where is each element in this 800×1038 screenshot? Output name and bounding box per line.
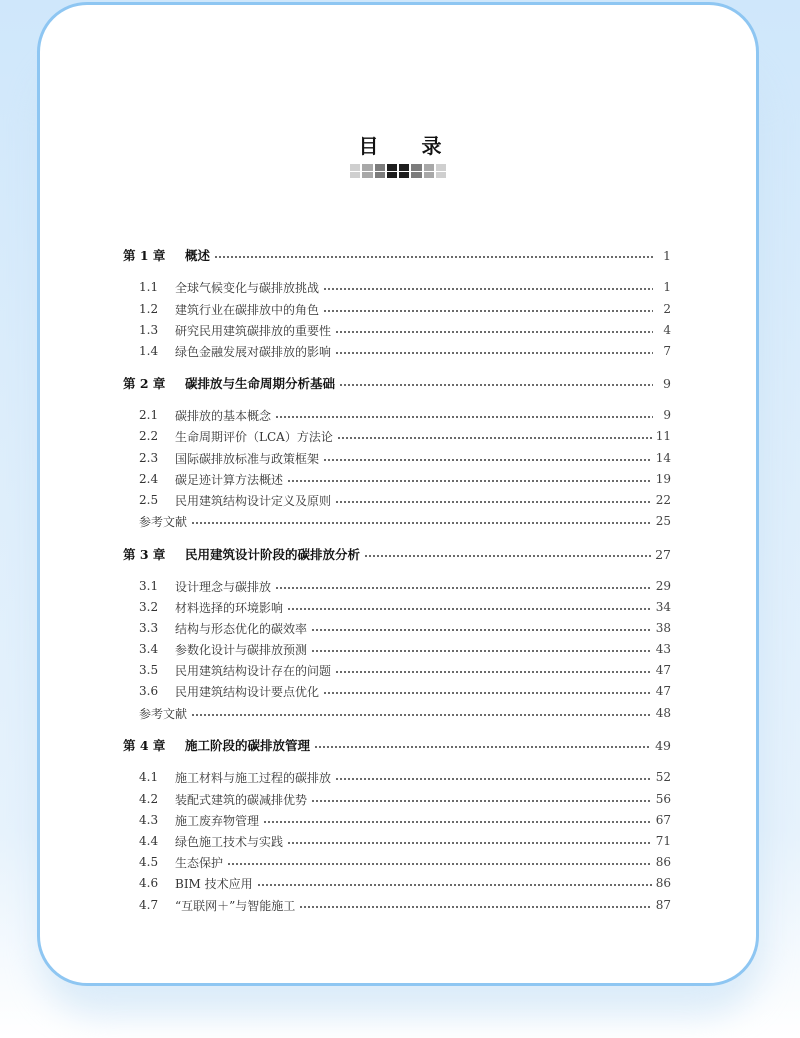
toc-section-entry[interactable] — [123, 469, 671, 489]
toc-entry-title: 全球气候变化与碳排放挑战 — [175, 280, 320, 295]
toc-entry-title: 施工材料与施工过程的碳排放 — [175, 770, 332, 785]
toc-ref-entry[interactable] — [123, 703, 671, 723]
toc-section-entry[interactable] — [123, 831, 671, 851]
decoration-block — [375, 164, 385, 178]
decoration-block — [362, 164, 372, 178]
toc-section-entry[interactable] — [123, 448, 671, 468]
toc-entry-title: 民用建筑设计阶段的碳排放分析 — [185, 547, 361, 562]
toc-entry-page-number: 14 — [655, 451, 671, 465]
dot-leader — [191, 714, 652, 716]
toc-section-entry[interactable] — [123, 426, 671, 446]
toc-chapter-entry[interactable] — [123, 735, 671, 755]
toc-section-entry[interactable] — [123, 320, 671, 340]
dot-leader — [339, 384, 653, 386]
toc-entry-title: 装配式建筑的碳减排优势 — [175, 792, 308, 807]
toc-entry-number: 2.3 — [139, 451, 159, 465]
toc-section-entry[interactable] — [123, 895, 671, 915]
toc-entry-number: 2.1 — [139, 408, 159, 422]
toc-section-entry[interactable] — [123, 597, 671, 617]
dot-leader — [364, 555, 651, 557]
toc-entry-number: 1.2 — [139, 302, 159, 316]
page-title — [0, 130, 800, 159]
toc-entry-page-number: 71 — [655, 834, 671, 848]
toc-entry-page-number: 22 — [655, 493, 671, 507]
toc-chapter-entry[interactable] — [123, 245, 671, 265]
dot-leader — [311, 800, 652, 802]
toc-entry-title: 结构与形态优化的碳效率 — [175, 621, 308, 636]
toc-entry-number: 3.5 — [139, 663, 159, 677]
toc-section-entry[interactable] — [123, 639, 671, 659]
toc-entry-title: 参考文献 — [139, 706, 188, 721]
toc-entry-title: 参考文献 — [139, 514, 188, 529]
toc-entry-title: 生态保护 — [175, 855, 224, 870]
decoration-block — [424, 164, 434, 178]
dot-leader — [335, 501, 652, 503]
dot-leader — [263, 821, 652, 823]
toc-entry-page-number: 19 — [655, 472, 671, 486]
toc-entry-title: 概述 — [185, 248, 211, 263]
decoration-block — [399, 164, 409, 178]
toc-section-entry[interactable] — [123, 767, 671, 787]
toc-entry-title: “互联网＋”与智能施工 — [175, 898, 296, 913]
toc-entry-title: 施工废弃物管理 — [175, 813, 260, 828]
toc-entry-number: 4.2 — [139, 792, 159, 806]
toc-entry-page-number: 56 — [655, 792, 671, 806]
decoration-block — [350, 164, 360, 178]
toc-entry-title: 设计理念与碳排放 — [175, 579, 272, 594]
toc-chapter-entry[interactable] — [123, 373, 671, 393]
toc-entry-page-number: 9 — [663, 375, 671, 391]
toc-entry-page-number: 86 — [655, 876, 671, 890]
toc-chapter-entry[interactable] — [123, 544, 671, 564]
toc-section-entry[interactable] — [123, 789, 671, 809]
toc-section-entry[interactable] — [123, 405, 671, 425]
toc-entry-page-number: 47 — [655, 663, 671, 677]
dot-leader — [275, 416, 653, 418]
toc-entry-number: 第 3 章 — [123, 547, 166, 562]
toc-entry-page-number: 49 — [655, 737, 671, 753]
toc-entry-number: 4.1 — [139, 770, 159, 784]
toc-section-entry[interactable] — [123, 490, 671, 510]
toc-entry-page-number: 47 — [655, 684, 671, 698]
toc-section-entry[interactable] — [123, 852, 671, 872]
toc-entry-number: 1.1 — [139, 280, 159, 294]
toc-entry-page-number: 67 — [655, 813, 671, 827]
toc-entry-page-number: 48 — [655, 706, 671, 720]
toc-entry-number: 4.6 — [139, 876, 159, 890]
dot-leader — [314, 746, 651, 748]
toc-entry-title: 绿色金融发展对碳排放的影响 — [175, 344, 332, 359]
dot-leader — [299, 906, 651, 908]
toc-entry-page-number: 52 — [655, 770, 671, 784]
dot-leader — [323, 692, 652, 694]
toc-section-entry[interactable] — [123, 277, 671, 297]
toc-entry-page-number: 29 — [655, 579, 671, 593]
toc-entry-page-number: 86 — [655, 855, 671, 869]
toc-entry-number: 4.7 — [139, 898, 159, 912]
toc-entry-number: 1.3 — [139, 323, 159, 337]
decoration-block — [411, 164, 421, 178]
dot-leader — [287, 608, 652, 610]
dot-leader — [311, 650, 652, 652]
toc-entry-title: 民用建筑结构设计定义及原则 — [175, 493, 332, 508]
toc-entry-title: 民用建筑结构设计存在的问题 — [175, 663, 332, 678]
toc-entry-number: 第 4 章 — [123, 738, 166, 753]
toc-entry-page-number: 11 — [655, 429, 671, 443]
toc-section-entry[interactable] — [123, 660, 671, 680]
title-decoration-bar — [350, 164, 446, 178]
toc-entry-title: BIM 技术应用 — [175, 876, 253, 891]
toc-entry-number: 4.4 — [139, 834, 159, 848]
toc-entry-page-number: 2 — [663, 302, 671, 316]
toc-entry-page-number: 27 — [655, 546, 671, 562]
toc-entry-page-number: 1 — [663, 247, 671, 263]
dot-leader — [275, 587, 652, 589]
toc-entry-number: 3.4 — [139, 642, 159, 656]
toc-entry-number: 1.4 — [139, 344, 159, 358]
toc-entry-page-number: 4 — [663, 323, 671, 337]
dot-leader — [287, 480, 652, 482]
dot-leader — [335, 352, 653, 354]
toc-entry-page-number: 1 — [663, 280, 671, 294]
toc-entry-title: 生命周期评价（LCA）方法论 — [175, 429, 333, 444]
decoration-block — [436, 164, 446, 178]
toc-entry-title: 碳排放与生命周期分析基础 — [185, 376, 336, 391]
dot-leader — [323, 459, 652, 461]
toc-entry-page-number: 25 — [655, 514, 671, 528]
toc-entry-title: 施工阶段的碳排放管理 — [185, 738, 311, 753]
dot-leader — [337, 437, 652, 439]
toc-entry-page-number: 9 — [663, 408, 671, 422]
toc-entry-page-number: 43 — [655, 642, 671, 656]
toc-section-entry[interactable] — [123, 681, 671, 701]
toc-entry-number: 3.1 — [139, 579, 159, 593]
toc-entry-title: 材料选择的环境影响 — [175, 600, 284, 615]
toc-entry-page-number: 7 — [663, 344, 671, 358]
title-char-left: 目 — [358, 134, 379, 158]
toc-ref-entry[interactable] — [123, 511, 671, 531]
decoration-block — [387, 164, 397, 178]
toc-entry-number: 3.2 — [139, 600, 159, 614]
toc-entry-number: 4.3 — [139, 813, 159, 827]
dot-leader — [311, 629, 652, 631]
toc-entry-number: 3.3 — [139, 621, 159, 635]
toc-section-entry[interactable] — [123, 299, 671, 319]
toc-entry-number: 第 1 章 — [123, 248, 166, 263]
dot-leader — [335, 671, 652, 673]
toc-entry-number: 2.2 — [139, 429, 159, 443]
dot-leader — [323, 288, 653, 290]
toc-entry-number: 第 2 章 — [123, 376, 166, 391]
toc-entry-number: 3.6 — [139, 684, 159, 698]
toc-section-entry[interactable] — [123, 341, 671, 361]
dot-leader — [287, 842, 652, 844]
toc-section-entry[interactable] — [123, 873, 671, 893]
toc-entry-number: 4.5 — [139, 855, 159, 869]
dot-leader — [191, 522, 652, 524]
dot-leader — [323, 310, 653, 312]
toc-entry-number: 2.4 — [139, 472, 159, 486]
toc-entry-title: 绿色施工技术与实践 — [175, 834, 284, 849]
toc-entry-title: 国际碳排放标准与政策框架 — [175, 451, 320, 466]
dot-leader — [257, 884, 652, 886]
toc-entry-page-number: 38 — [655, 621, 671, 635]
toc-section-entry[interactable] — [123, 618, 671, 638]
toc-entry-page-number: 34 — [655, 600, 671, 614]
toc-entry-title: 碳排放的基本概念 — [175, 408, 272, 423]
toc-entry-title: 建筑行业在碳排放中的角色 — [175, 302, 320, 317]
toc-section-entry[interactable] — [123, 576, 671, 596]
dot-leader — [335, 778, 652, 780]
toc-section-entry[interactable] — [123, 810, 671, 830]
toc-entry-title: 民用建筑结构设计要点优化 — [175, 684, 320, 699]
toc-entry-page-number: 87 — [655, 898, 671, 912]
toc-entry-title: 参数化设计与碳排放预测 — [175, 642, 308, 657]
toc-entry-title: 研究民用建筑碳排放的重要性 — [175, 323, 332, 338]
title-char-right: 录 — [421, 134, 442, 158]
toc-entry-title: 碳足迹计算方法概述 — [175, 472, 284, 487]
toc-entry-number: 2.5 — [139, 493, 159, 507]
dot-leader — [227, 863, 652, 865]
dot-leader — [335, 331, 653, 333]
dot-leader — [214, 256, 653, 258]
